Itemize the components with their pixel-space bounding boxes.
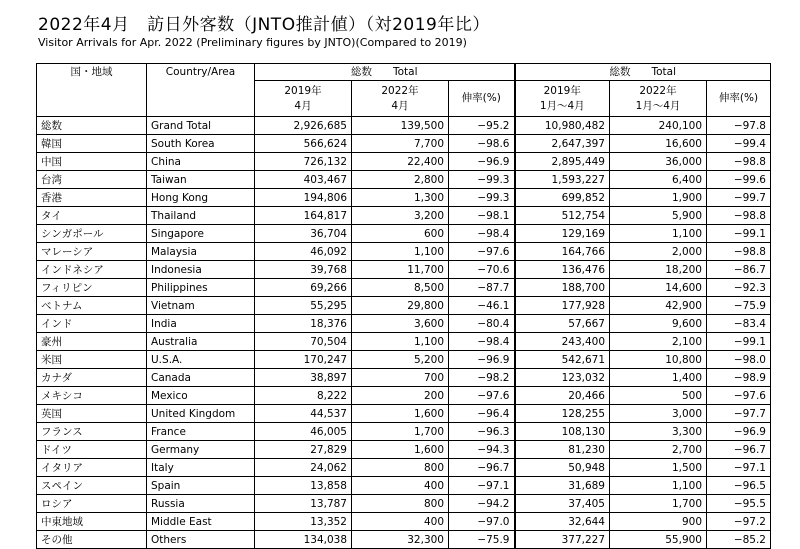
cell-2022-apr: 200 [352,387,449,405]
cell-2022-apr: 1,600 [352,441,449,459]
cell-2022-ytd: 2,100 [610,333,707,351]
cell-growth-monthly: −98.2 [449,369,515,387]
header-2022-ytd-text: 2022年 1月～4月 [635,84,681,112]
cell-growth-ytd: −83.4 [707,315,771,333]
cell-region-jp: 香港 [37,189,147,207]
cell-2019-apr: 194,806 [255,189,352,207]
cell-2019-ytd: 57,667 [515,315,610,333]
cell-growth-monthly: −95.2 [449,117,515,135]
cell-2019-ytd: 10,980,482 [515,117,610,135]
cell-growth-monthly: −75.9 [449,531,515,549]
cell-2019-apr: 13,858 [255,477,352,495]
table-row [37,531,771,549]
cell-growth-ytd: −97.1 [707,459,771,477]
page-title: 2022年4月 訪日外客数（JNTO推計値）（対2019年比） [38,15,490,35]
header-group-monthly: 総数 Total [255,64,515,81]
cell-2022-apr: 1,100 [352,243,449,261]
cell-2019-apr: 46,092 [255,243,352,261]
cell-growth-ytd: −86.7 [707,261,771,279]
cell-growth-monthly: −98.1 [449,207,515,225]
cell-growth-monthly: −46.1 [449,297,515,315]
cell-region-en: Philippines [147,279,255,297]
cell-region-jp: フィリピン [37,279,147,297]
cell-growth-ytd: −99.1 [707,225,771,243]
cell-growth-ytd: −96.9 [707,423,771,441]
table-row [37,459,771,477]
cell-growth-monthly: −80.4 [449,315,515,333]
cell-2022-apr: 800 [352,459,449,477]
cell-2022-ytd: 10,800 [610,351,707,369]
cell-region-en: Russia [147,495,255,513]
cell-growth-ytd: −75.9 [707,297,771,315]
cell-region-jp: カナダ [37,369,147,387]
cell-region-en: Italy [147,459,255,477]
cell-2022-apr: 5,200 [352,351,449,369]
cell-region-jp: その他 [37,531,147,549]
cell-2022-ytd: 36,000 [610,153,707,171]
cell-growth-ytd: −98.8 [707,153,771,171]
cell-2019-ytd: 699,852 [515,189,610,207]
cell-region-jp: ドイツ [37,441,147,459]
cell-2022-ytd: 18,200 [610,261,707,279]
table-row [37,315,771,333]
cell-growth-ytd: −99.7 [707,189,771,207]
cell-region-en: South Korea [147,135,255,153]
cell-growth-ytd: −99.6 [707,171,771,189]
table-row [37,333,771,351]
cell-2022-ytd: 55,900 [610,531,707,549]
cell-2019-ytd: 2,895,449 [515,153,610,171]
cell-2019-apr: 726,132 [255,153,352,171]
cell-growth-monthly: −96.7 [449,459,515,477]
table-row [37,189,771,207]
cell-2022-ytd: 1,900 [610,189,707,207]
cell-2022-ytd: 2,700 [610,441,707,459]
cell-2019-apr: 44,537 [255,405,352,423]
cell-2019-ytd: 123,032 [515,369,610,387]
cell-region-en: France [147,423,255,441]
visitor-arrivals-table [36,63,771,549]
table-row [37,153,771,171]
cell-growth-monthly: −94.2 [449,495,515,513]
cell-region-en: United Kingdom [147,405,255,423]
cell-2019-ytd: 164,766 [515,243,610,261]
cell-2019-ytd: 377,227 [515,531,610,549]
cell-2022-ytd: 3,000 [610,405,707,423]
cell-2019-ytd: 20,466 [515,387,610,405]
cell-region-jp: シンガポール [37,225,147,243]
header-group-ytd: 総数 Total [515,64,771,81]
cell-2022-apr: 1,300 [352,189,449,207]
cell-2022-apr: 139,500 [352,117,449,135]
cell-growth-monthly: −96.4 [449,405,515,423]
cell-growth-ytd: −92.3 [707,279,771,297]
header-region-en: Country/Area [147,64,255,117]
cell-region-jp: 米国 [37,351,147,369]
cell-growth-ytd: −96.7 [707,441,771,459]
cell-growth-monthly: −94.3 [449,441,515,459]
cell-region-jp: 英国 [37,405,147,423]
header-2019-apr [255,81,352,117]
table-row [37,243,771,261]
cell-2022-ytd: 2,000 [610,243,707,261]
cell-growth-ytd: −98.0 [707,351,771,369]
cell-growth-ytd: −97.6 [707,387,771,405]
cell-2019-ytd: 81,230 [515,441,610,459]
cell-growth-ytd: −98.8 [707,207,771,225]
table-row [37,495,771,513]
cell-region-jp: 総数 [37,117,147,135]
table-row [37,477,771,495]
cell-region-jp: メキシコ [37,387,147,405]
cell-2019-apr: 566,624 [255,135,352,153]
header-growth-monthly: 伸率(%) [449,81,515,117]
cell-growth-ytd: −98.9 [707,369,771,387]
cell-growth-monthly: −97.1 [449,477,515,495]
cell-2019-apr: 27,829 [255,441,352,459]
cell-2022-ytd: 3,300 [610,423,707,441]
cell-growth-monthly: −96.3 [449,423,515,441]
cell-2022-ytd: 6,400 [610,171,707,189]
table-row [37,369,771,387]
cell-region-en: China [147,153,255,171]
cell-growth-monthly: −70.6 [449,261,515,279]
cell-2019-apr: 13,787 [255,495,352,513]
cell-region-jp: インドネシア [37,261,147,279]
table-row [37,261,771,279]
cell-2019-apr: 69,266 [255,279,352,297]
cell-2019-apr: 18,376 [255,315,352,333]
table-row [37,297,771,315]
cell-2022-apr: 22,400 [352,153,449,171]
cell-2019-apr: 55,295 [255,297,352,315]
cell-region-en: Middle East [147,513,255,531]
cell-2022-ytd: 9,600 [610,315,707,333]
cell-growth-ytd: −97.8 [707,117,771,135]
cell-growth-monthly: −96.9 [449,351,515,369]
cell-2022-ytd: 42,900 [610,297,707,315]
cell-region-jp: マレーシア [37,243,147,261]
cell-2019-apr: 38,897 [255,369,352,387]
cell-region-jp: タイ [37,207,147,225]
header-growth-ytd: 伸率(%) [707,81,771,117]
cell-region-en: Thailand [147,207,255,225]
cell-region-en: Canada [147,369,255,387]
header-2019-ytd-text: 2019年 1月～4月 [539,84,585,112]
cell-2022-apr: 400 [352,477,449,495]
cell-region-jp: 中国 [37,153,147,171]
cell-2022-ytd: 1,400 [610,369,707,387]
header-region-jp: 国・地域 [37,64,147,117]
table-row [37,387,771,405]
cell-region-en: Spain [147,477,255,495]
cell-2022-ytd: 900 [610,513,707,531]
cell-2022-ytd: 16,600 [610,135,707,153]
cell-growth-monthly: −98.4 [449,225,515,243]
cell-2022-apr: 2,800 [352,171,449,189]
cell-2019-ytd: 177,928 [515,297,610,315]
cell-region-en: Indonesia [147,261,255,279]
cell-growth-monthly: −97.0 [449,513,515,531]
cell-growth-monthly: −96.9 [449,153,515,171]
cell-region-jp: 豪州 [37,333,147,351]
cell-2019-ytd: 136,476 [515,261,610,279]
table-row [37,225,771,243]
table-row [37,117,771,135]
table-body [37,117,771,549]
cell-region-en: Malaysia [147,243,255,261]
cell-2019-ytd: 188,700 [515,279,610,297]
cell-region-en: Mexico [147,387,255,405]
cell-region-en: Vietnam [147,297,255,315]
cell-region-en: Others [147,531,255,549]
header-2022-apr [352,81,449,117]
cell-2019-apr: 134,038 [255,531,352,549]
cell-region-en: Australia [147,333,255,351]
table-row [37,135,771,153]
cell-2019-apr: 13,352 [255,513,352,531]
cell-growth-ytd: −97.7 [707,405,771,423]
cell-growth-monthly: −98.4 [449,333,515,351]
cell-2022-ytd: 5,900 [610,207,707,225]
cell-growth-monthly: −99.3 [449,189,515,207]
cell-2022-ytd: 1,100 [610,225,707,243]
cell-region-jp: 韓国 [37,135,147,153]
cell-region-en: Singapore [147,225,255,243]
cell-2022-ytd: 1,700 [610,495,707,513]
cell-2019-apr: 164,817 [255,207,352,225]
cell-2022-apr: 600 [352,225,449,243]
cell-growth-ytd: −98.8 [707,243,771,261]
cell-region-jp: スペイン [37,477,147,495]
cell-2022-apr: 32,300 [352,531,449,549]
cell-2022-apr: 11,700 [352,261,449,279]
cell-2022-ytd: 1,500 [610,459,707,477]
cell-growth-ytd: −99.4 [707,135,771,153]
cell-2019-apr: 36,704 [255,225,352,243]
cell-2019-ytd: 1,593,227 [515,171,610,189]
cell-2019-ytd: 2,647,397 [515,135,610,153]
cell-growth-ytd: −96.5 [707,477,771,495]
cell-2022-apr: 29,800 [352,297,449,315]
cell-2019-apr: 8,222 [255,387,352,405]
cell-2019-ytd: 128,255 [515,405,610,423]
cell-region-en: Hong Kong [147,189,255,207]
cell-2022-apr: 1,700 [352,423,449,441]
cell-2019-ytd: 32,644 [515,513,610,531]
cell-growth-monthly: −98.6 [449,135,515,153]
table-row [37,207,771,225]
table-row [37,441,771,459]
cell-2022-apr: 3,600 [352,315,449,333]
cell-2019-apr: 170,247 [255,351,352,369]
cell-2022-apr: 1,600 [352,405,449,423]
cell-2019-ytd: 50,948 [515,459,610,477]
cell-2019-apr: 46,005 [255,423,352,441]
cell-growth-monthly: −99.3 [449,171,515,189]
cell-2019-ytd: 542,671 [515,351,610,369]
cell-growth-monthly: −97.6 [449,387,515,405]
cell-region-en: Taiwan [147,171,255,189]
cell-2022-apr: 400 [352,513,449,531]
cell-2019-ytd: 243,400 [515,333,610,351]
cell-2019-apr: 39,768 [255,261,352,279]
cell-2022-apr: 3,200 [352,207,449,225]
cell-2019-apr: 24,062 [255,459,352,477]
header-2022-apr-text: 2022年 4月 [381,84,419,112]
cell-region-en: Grand Total [147,117,255,135]
cell-region-jp: ロシア [37,495,147,513]
cell-2022-ytd: 240,100 [610,117,707,135]
cell-growth-monthly: −87.7 [449,279,515,297]
table-row [37,279,771,297]
header-2019-apr-text: 2019年 4月 [284,84,322,112]
cell-region-en: U.S.A. [147,351,255,369]
cell-growth-monthly: −97.6 [449,243,515,261]
cell-region-jp: フランス [37,423,147,441]
cell-region-jp: 台湾 [37,171,147,189]
cell-2022-ytd: 1,100 [610,477,707,495]
cell-growth-ytd: −97.2 [707,513,771,531]
cell-2019-ytd: 129,169 [515,225,610,243]
table-row [37,513,771,531]
cell-region-en: Germany [147,441,255,459]
cell-region-jp: 中東地域 [37,513,147,531]
cell-2022-apr: 8,500 [352,279,449,297]
cell-region-jp: イタリア [37,459,147,477]
header-2019-ytd [515,81,610,117]
cell-region-en: India [147,315,255,333]
cell-2019-ytd: 37,405 [515,495,610,513]
cell-2019-ytd: 108,130 [515,423,610,441]
cell-growth-ytd: −99.1 [707,333,771,351]
cell-region-jp: インド [37,315,147,333]
cell-growth-ytd: −95.5 [707,495,771,513]
cell-region-jp: ベトナム [37,297,147,315]
cell-2022-ytd: 500 [610,387,707,405]
cell-2019-apr: 70,504 [255,333,352,351]
cell-2022-apr: 800 [352,495,449,513]
table-row [37,405,771,423]
table-row [37,171,771,189]
cell-2019-apr: 403,467 [255,171,352,189]
page-subtitle: Visitor Arrivals for Apr. 2022 (Preliminary figures by JNTO)(Compared to 2019) [38,36,467,49]
cell-2022-apr: 7,700 [352,135,449,153]
cell-2019-ytd: 512,754 [515,207,610,225]
cell-2019-ytd: 31,689 [515,477,610,495]
cell-2022-apr: 700 [352,369,449,387]
cell-growth-ytd: −85.2 [707,531,771,549]
cell-2022-apr: 1,100 [352,333,449,351]
table-row [37,351,771,369]
cell-2022-ytd: 14,600 [610,279,707,297]
table-row [37,423,771,441]
header-2022-ytd [610,81,707,117]
cell-2019-apr: 2,926,685 [255,117,352,135]
